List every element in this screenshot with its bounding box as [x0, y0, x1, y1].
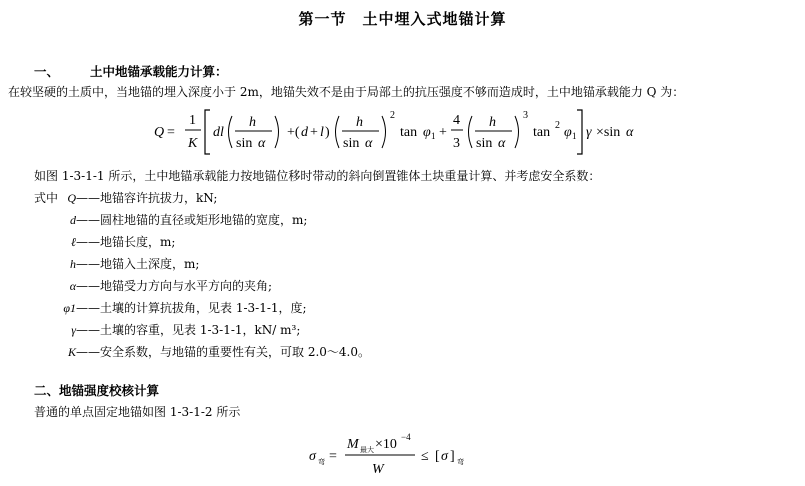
svg-text:d: d	[301, 125, 308, 140]
svg-text:tan: tan	[533, 125, 551, 140]
section1-explain: 如图 1-3-1-1 所示，土中地锚承载能力按地锚位移时带动的斜向倒置锥体土块重量计算、并考虑安全系数：	[34, 169, 601, 183]
section1-number: 一、	[34, 64, 60, 79]
svg-text:α: α	[626, 125, 634, 140]
svg-text:tan: tan	[400, 125, 418, 140]
svg-text:≤: ≤	[421, 449, 429, 464]
definition-symbol: ℓ	[71, 235, 76, 249]
svg-text:): )	[325, 125, 330, 140]
strength-check-formula	[305, 430, 495, 482]
definition-text: ——圆柱地锚的直径或矩形地锚的宽度，m;	[76, 213, 308, 227]
definition-symbol: K	[67, 345, 76, 359]
svg-text:+(: +(	[287, 125, 300, 140]
svg-text:最大: 最大	[360, 446, 374, 454]
definition-text: ——土壤的计算抗拔角，见表 1-3-1-1，度;	[76, 301, 307, 315]
svg-text:×sin: ×sin	[596, 125, 621, 140]
section1-heading: 土中地锚承载能力计算：	[90, 64, 228, 79]
svg-text:−4: −4	[401, 432, 411, 442]
svg-text:W: W	[372, 462, 384, 477]
bearing-capacity-formula	[150, 104, 650, 158]
definition-item	[58, 299, 307, 316]
svg-text:φ: φ	[423, 125, 431, 140]
svg-text:4: 4	[453, 113, 460, 128]
svg-text:=: =	[167, 125, 175, 140]
svg-text:+: +	[310, 125, 318, 140]
svg-text:2: 2	[390, 110, 395, 121]
svg-text:×10: ×10	[375, 437, 397, 452]
svg-text:3: 3	[453, 136, 460, 151]
svg-text:K: K	[188, 136, 198, 151]
definition-item	[64, 189, 217, 206]
definition-text: ——地锚容许抗拔力，kN;	[76, 191, 218, 205]
svg-text:弯: 弯	[457, 458, 464, 466]
svg-text:1: 1	[572, 131, 577, 141]
definition-symbol: φ1	[63, 301, 76, 315]
svg-text:γ: γ	[586, 125, 592, 140]
svg-text:α: α	[258, 136, 266, 151]
svg-text:弯: 弯	[318, 458, 325, 466]
section2-intro: 普通的单点固定地锚如图 1-3-1-2 所示	[34, 405, 241, 419]
svg-text:[: [	[435, 449, 440, 464]
definition-text: ——土壤的容重，见表 1-3-1-1，kN/ m³;	[76, 323, 301, 337]
definition-symbol: d	[70, 213, 76, 227]
definition-symbol: Q	[67, 191, 76, 205]
svg-text:=: =	[329, 449, 337, 464]
svg-text:σ: σ	[441, 449, 448, 464]
definition-item	[64, 343, 370, 360]
svg-text:1: 1	[431, 131, 436, 141]
definition-symbol: α	[69, 279, 76, 293]
svg-text:dl: dl	[213, 125, 224, 140]
svg-text:φ: φ	[564, 125, 572, 140]
definition-text: ——地锚受力方向与水平方向的夹角;	[76, 279, 273, 293]
definition-text: ——地锚入土深度，m;	[76, 257, 200, 271]
svg-text:sin: sin	[236, 136, 253, 151]
svg-text:h: h	[489, 115, 496, 130]
svg-text:h: h	[356, 115, 363, 130]
svg-text:2: 2	[555, 120, 560, 131]
svg-text:l: l	[320, 125, 324, 140]
definition-symbol: γ	[71, 323, 76, 337]
where-label: 式中	[34, 191, 59, 205]
definition-item	[64, 211, 307, 228]
svg-text:h: h	[249, 115, 256, 130]
svg-text:1: 1	[189, 113, 196, 128]
definition-item	[64, 277, 272, 294]
svg-text:sin: sin	[343, 136, 360, 151]
svg-text:]: ]	[450, 449, 455, 464]
svg-text:M: M	[347, 437, 359, 452]
section1-intro: 在较坚硬的土质中，当地锚的埋入深度小于 2m，地锚失效不是由于局部土的抗压强度不够而造成时，土中地锚承载能力 Q 为：	[8, 85, 685, 99]
section2-heading: 二、地锚强度校核计算	[34, 383, 160, 398]
svg-text:σ: σ	[309, 449, 316, 464]
svg-text:α: α	[365, 136, 373, 151]
svg-text:Q: Q	[154, 125, 165, 140]
definition-text: ——地锚长度，m;	[76, 235, 176, 249]
page-title: 第一节 土中埋入式地锚计算	[298, 10, 507, 28]
definition-text: ——安全系数，与地锚的重要性有关，可取 2.0～4.0。	[76, 345, 370, 359]
definition-item	[64, 233, 175, 250]
svg-text:+: +	[439, 125, 447, 140]
definition-item	[64, 255, 199, 272]
svg-text:sin: sin	[476, 136, 493, 151]
svg-text:3: 3	[523, 110, 528, 121]
definition-symbol: h	[70, 257, 76, 271]
definition-item	[64, 321, 300, 338]
svg-text:α: α	[498, 136, 506, 151]
